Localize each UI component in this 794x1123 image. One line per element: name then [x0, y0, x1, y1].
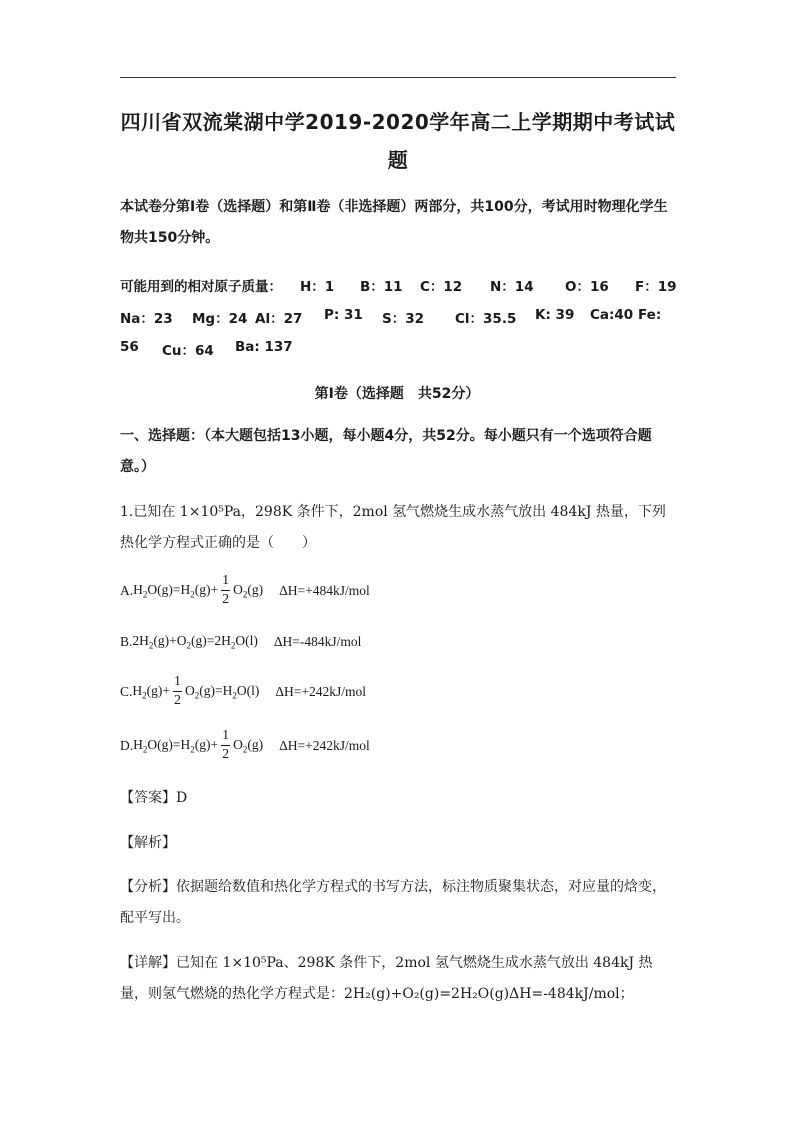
option-d-label: D. — [120, 737, 134, 753]
option-a-label: A. — [120, 582, 134, 598]
answer: 【答案】D — [120, 790, 188, 806]
analysis-fenxi: 【分析】依据题给数值和热化学方程式的书写方法，标注物质聚集状态，对应量的焓变，配平写出。 — [120, 879, 666, 926]
mass-item: Ca:40 — [590, 307, 634, 323]
option-b-equation: $2H_2(g)+O_2(g)=2H_2O(l)$ — [132, 633, 258, 651]
question-1-stem: 1.已知在 1×10⁵Pa，298K 条件下，2mol 氢气燃烧生成水蒸气放出 484kJ 热量，下列热化学方程式正确的是（ ） — [120, 504, 666, 551]
analysis-heading: 【解析】 — [120, 835, 176, 851]
exam-intro: 本试卷分第Ⅰ卷（选择题）和第Ⅱ卷（非选择题）两部分，共100分，考试用时物理化学生物共150分钟。 — [120, 199, 668, 246]
mass-item: Al：27 — [255, 311, 303, 327]
option-a-equation: $H_2O(g)=H_2(g)+$ — [133, 581, 219, 600]
masses-label: 可能用到的相对原子质量： — [120, 279, 282, 295]
option-b-label: B. — [120, 633, 133, 649]
mass-item: B：11 — [360, 279, 403, 295]
mass-item: K: 39 — [535, 307, 575, 323]
mass-item: 56 — [120, 339, 139, 355]
mass-item: Mg：24 — [192, 311, 248, 327]
option-c: C. $H_2(g)+$ $\frac{1}{2}$ $O_2(g)=H_2O(l)$ ΔH=+242kJ/mol — [120, 674, 367, 708]
option-d-enthalpy: ΔH=+242kJ/mol — [279, 737, 370, 753]
half-fraction: $\frac{1}{2}$ — [222, 573, 230, 607]
mass-item: S：32 — [382, 311, 425, 327]
section-title: 第Ⅰ卷（选择题 共52分） — [314, 386, 480, 402]
option-c-label: C. — [120, 683, 133, 699]
title-line-2: 题 — [387, 148, 409, 172]
option-d: D. $H_2O(g)=H_2(g)+$ $\frac{1}{2}$ $O_2(g)$ ΔH=+242kJ/mol — [120, 728, 370, 762]
mass-item: P: 31 — [324, 307, 363, 323]
option-b-enthalpy: ΔH=-484kJ/mol — [273, 633, 362, 649]
title-line-1: 四川省双流棠湖中学2019-2020学年高二上学期期中考试试 — [120, 110, 676, 134]
option-a: A. $H_2O(g)=H_2(g)+$ $\frac{1}{2}$ $O_2(g)$ ΔH=+484kJ/mol — [120, 573, 370, 607]
mass-item: N：14 — [490, 279, 534, 295]
mass-item: Fe: — [638, 307, 662, 323]
mass-item: Na：23 — [120, 311, 173, 327]
part1-heading: 一、选择题：（本大题包括13小题，每小题4分，共52分。每小题只有一个选项符合题意。） — [120, 428, 652, 475]
mass-item: C：12 — [420, 279, 463, 295]
mass-item: F：19 — [635, 279, 677, 295]
header-rule — [120, 77, 676, 78]
option-a-enthalpy: ΔH=+484kJ/mol — [279, 582, 370, 598]
option-c-equation: $H_2(g)+$ — [132, 682, 170, 701]
analysis-xiangjie: 【详解】已知在 1×10⁵Pa、298K 条件下，2mol 氢气燃烧生成水蒸气放出 484kJ 热量，则氢气燃烧的热化学方程式是：2H₂(g)+O₂(g)=2H₂O(g)ΔH=-484kJ/mol； — [120, 955, 653, 1002]
half-fraction: $\frac{1}{2}$ — [174, 674, 181, 708]
mass-item: Cu：64 — [162, 343, 214, 359]
document-title — [118, 103, 678, 179]
mass-item: O：16 — [565, 279, 609, 295]
option-d-equation: $H_2O(g)=H_2(g)+$ — [133, 736, 219, 755]
option-c-enthalpy: ΔH=+242kJ/mol — [275, 683, 367, 699]
mass-item: Cl：35.5 — [455, 311, 517, 327]
mass-item: Ba: 137 — [235, 339, 293, 355]
option-b — [120, 633, 361, 651]
mass-item: H：1 — [300, 279, 335, 295]
half-fraction: $\frac{1}{2}$ — [222, 728, 230, 762]
